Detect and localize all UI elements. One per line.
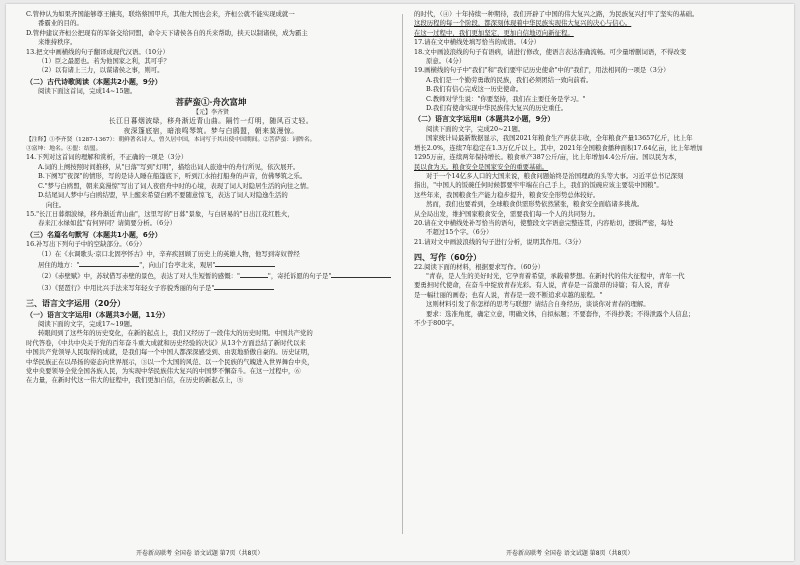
prompt-line: 不少于800字。 [414,319,459,327]
section-title: （一）语言文字运用Ⅰ（本题共3小题，11分） [26,310,170,319]
text-line: （2）以有诸上三力，以谋诸侯之事，则可。 [38,66,164,75]
passage-line: 时代答卷，《中共中央关于党的百年奋斗重大成就和历史经验的决议》从13个方面总结了新时代以来 [26,338,306,347]
prompt-line: 要求：选准角度，确定立意，明确文体，自拟标题；不要套作，不得抄袭；不得泄露个人信息； [426,309,695,318]
section-intro: 阅读下面的文字，完成20~21题。 [426,124,525,133]
answer-blank[interactable] [240,270,268,278]
question-21: 21.请对文中画波浪线的句子进行分析，说明其作用。（3分） [414,237,585,246]
option-line: B.下阕写"夜深"的情形，写的是诗人睡在船篷底下，听到江水拍打船身的声音，仿佛琴筑之乐。 [38,172,307,181]
page-footer-right: 开卷新高联考 全国卷 语文试题 第8页（共8页） [506,550,634,557]
section-title: （二）语言文字运用Ⅱ（本题共2小题，9分） [414,115,555,124]
poem-line: 长江日暮烟波绿，移舟渐近青山曲。隔竹一灯明，随风百丈轻。 [108,117,314,126]
column-divider [402,14,403,534]
question-19: 19.画横线的句子中"我们"和"我们要牢记历史使命"中的"我们"，用法相同的一项是（3分） [414,66,670,75]
question-20: 20.请在文中横线处补写恰当的语句，使整段文字语意完整连贯，内容贴切，逻辑严密，每处 [414,218,674,227]
option-line: A.词的上阕按照时间推移，从"日落"写到"灯明"，描绘出词人旅途中的舟行所见，依次展开。 [38,162,300,171]
passage-line: 的时代，（④）十年持续一种期待，我们开辟了中国的伟大复兴之路，为民族复兴打牢了坚实的基础。 [414,10,699,18]
section-intro: 阅读下面这首词，完成14~15题。 [38,87,137,96]
text-line: 不超过15个字。（6分） [426,228,493,237]
answer-blank[interactable] [214,282,274,290]
passage-line: 1295万亩，连续两年保持增长。粮食单产387公斤/亩，比上年增加4.4公斤/亩。国以民为本， [414,153,681,162]
passage-line: 对于一个14亿多人口的大国来说，粮食问题始终是治国理政的头等大事。习近平总书记深刻 [426,171,684,180]
question-17: 17.请在文中横线处填写恰当的成语。（4分） [414,38,541,47]
prompt-line: 这则材料引发了你怎样的思考与联想？请结合自身经历，谈谈你对青春的理解。 [426,300,650,309]
question-16: 16.补写出下列句子中的空缺部分。（6分） [26,240,146,249]
question-14: 14.下列对这首词的理解和赏析，不正确的一项是（3分） [26,153,188,162]
option-line: C."梦与白鸥盟，朝来莫漫惊"写出了词人夜宿舟中时的心境，表现了词人对隐居生活的向往之情。 [38,181,313,190]
text-line: （1）臣之最愿也。若为他国家之利，其可乎？ [38,57,170,66]
poem-note: ③富坤：地名。④盟：结盟。 [26,145,102,152]
question-18: 18.文中画波浪线的句子有语病，请进行修改，使语言表达准确流畅。可少量增删词语，不得改变 [414,47,687,56]
section-title: （二）古代诗歌阅读（本题共2小题，9分） [26,77,162,86]
right-column [414,10,784,550]
question-22: 22.阅读下面的材料，根据要求写作。（60分） [414,262,545,271]
text-line: （1）在《水调歌头·京口北固亭怀古》中，辛弃疾回顾了历史上的英雄人物，他写到寄奴曾经 [38,249,300,258]
prompt-line: "青春，是人生的美好时光，它孕育着希望，承载着梦想。在新时代的伟大征程中，青年一代 [426,271,685,280]
text-span: （3）《琵琶行》中用比兴手法来写年轻女子容貌秀丽的句子是" [38,283,215,292]
text-line: 春来江水绿如蓝"有何异同？请简要分析。（6分） [38,219,177,228]
question-15: 15."长江日暮烟波绿，移舟渐近青山曲"，这里写的"日暮"景象，与白居易的"日出江花红胜火， [26,209,294,218]
text-line: 番霸业的目的。 [38,19,83,28]
option-line: D.我们有使命实现中华民族伟大复兴的历史重任。 [426,104,568,113]
exam-sheet [6,4,794,561]
answer-blank[interactable] [215,259,275,267]
part-title: 三、语言文字运用（20分） [26,299,126,309]
poem-title: 菩萨蛮①·舟次富坤 [175,97,247,108]
text-line: D.管仲建议齐桓公把现有的军备交给同盟，命令天下诸侯各自的兵来帮助，挟天以制诸侯，成为霸主 [26,28,308,37]
passage-line: 党中央要领导全党全国各族人民，为实现中华民族伟大复兴的中国梦不懈奋斗。在这一过程中，⑥ [26,367,301,375]
text-span: 居住的地方：" [38,260,80,269]
passage-line: 然而，我们也要看到，全球粮食供需形势依然紧张，粮食安全面临诸多挑战。 [426,200,644,209]
answer-blank[interactable] [79,259,139,267]
passage-line: 从全局出发，维护国家粮食安全，需要我们每一个人的共同努力。 [414,209,600,218]
option-line: C.教师对学生说："你要坚持，我们在主要任务是学习。" [426,94,586,103]
left-column [26,10,396,550]
passage-line: 中国共产党领导人民取得的成就，是我们每一个中国人都深深感受到、由衷地骄傲自豪的。历史证明， [26,348,314,357]
text-line: 来维持秩序。 [38,38,77,47]
option-line: D.结尾词人梦中与白鸥结盟，早上醒来希望白鸥不要随意惊飞，表达了词人对隐逸生活的 [38,191,288,200]
passage-line: 民以食为天。粮食安全是国家安全的重要基础。 [414,162,549,171]
passage-line: 这段历程的每一个阶段，都深刻体现着中华民族实现伟大复兴的决心与信心。 [414,19,632,28]
page-footer-left: 开卷新高联考 全国卷 语文试题 第7页（共8页） [136,550,264,557]
poem-note: 【注释】①李齐贤（1287-1367）：朝鲜著名诗人，曾久居中国，本词写于其出使中国期间。②菩萨蛮：词牌名。 [26,137,316,144]
text-span: "，寄托诉愿的句子是" [267,272,332,281]
text-line [26,282,396,293]
option-line: 向往。 [46,200,66,209]
passage-line: 中华民族正在以昂扬的姿态向世界展示，③以一个大国的风范、以一个民族的气魄进入世界舞台中央， [26,357,314,366]
passage-line: 转眼间到了这些年的历史变化，在新的起点上，我们又经历了一段伟大的历史时期。中国共产党的 [38,329,313,338]
text-line [26,259,396,270]
part-title: 四、写作（60分） [414,253,482,263]
option-line: B.我们有信心完成这一历史使命。 [426,85,523,94]
text-line: C.管仲认为如果齐国能够尊王攘夷，联络蔡国甲兵，其他大国也会来，齐桓公就不能实现成就一 [26,10,295,18]
passage-line: 增长2.0%，连续7年稳定在1.3万亿斤以上。其中，2021年全国粮食播种面积17.64亿亩，比上年增加 [414,143,703,152]
text-span: "，向山门台亭北来，观居" [139,260,216,269]
passage-line: 指出，"中国人的饭碗任何时候都要牢牢端在自己手上，我们的饭碗应该主要装中国粮"。 [414,181,663,190]
poem-line: 夜深篷底宿，暗浪鸣琴筑。梦与白鸥盟，朝来莫漫惊。 [123,126,299,135]
answer-blank[interactable] [331,270,391,278]
question-13: 13.把文中画横线的句子翻译成现代汉语。（10分） [26,47,169,56]
text-span: （2）《赤壁赋》中，苏轼借写赤壁的景色，表达了对人生短暂的感慨：" [38,272,240,281]
text-line: 原意。（4分） [426,57,466,66]
text-line [26,270,396,281]
poem-author: 【元】李齐贤 [192,109,229,117]
passage-line: 在这一过程中，我们更加坚定，更加自信地迈向新征程。 [414,28,574,37]
passage-line: 这些年来，我国粮食生产能力稳步提升，粮食安全形势总体较好。 [414,190,600,199]
prompt-line: 是一幅壮丽的画卷；也有人说，青春是一段不断追求卓越的旅程。" [414,290,603,299]
prompt-line: 要勇担时代使命，在奋斗中绽放青春光彩。有人说，青春是一首激昂的诗篇；有人说，青春 [414,281,670,290]
passage-line: 在力量，在新时代这一伟大的征程中，我们更加自信，在历史的新起点上，⑤ [26,376,244,385]
option-line: A.我们是一个勤劳勇敢的民族，我们必须团结一致向前看。 [426,75,593,84]
passage-line: 国家统计局最新数据显示，我国2021年粮食生产再获丰收，全年粮食产量13657亿斤，比上年 [426,134,693,143]
section-intro: 阅读下面的文字，完成17~19题。 [38,319,137,328]
section-title: （三）名篇名句默写（本题共1小题，6分） [26,230,162,239]
